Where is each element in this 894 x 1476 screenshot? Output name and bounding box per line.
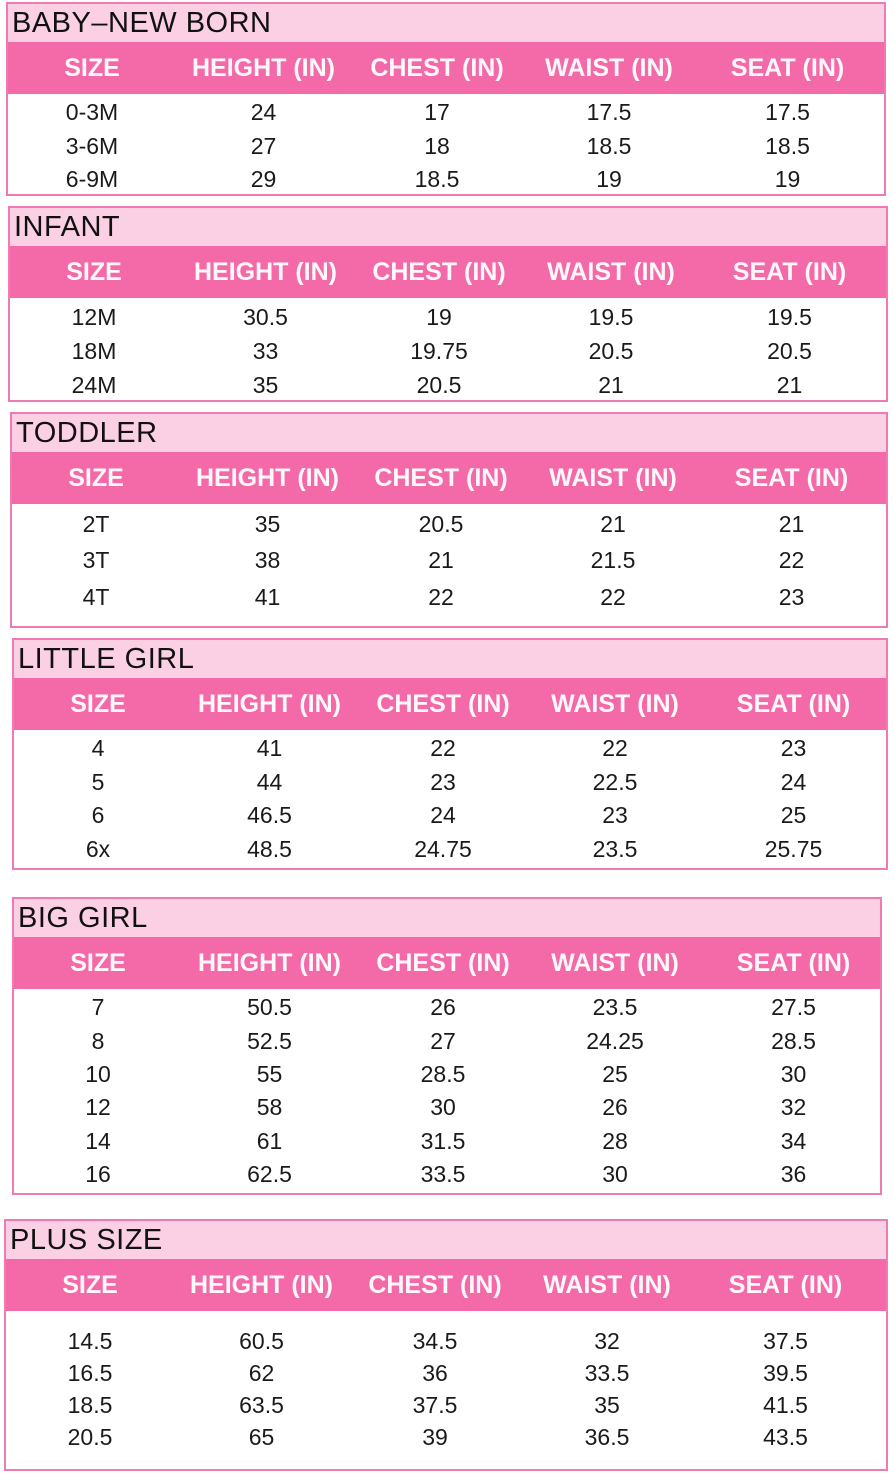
column-header: CHEST (IN) bbox=[368, 1270, 502, 1299]
table-cell: 23 bbox=[430, 768, 456, 795]
column-header-row bbox=[10, 246, 886, 298]
table-cell: 33 bbox=[252, 337, 279, 364]
size-table-section bbox=[12, 638, 888, 870]
table-cell: 22 bbox=[778, 547, 805, 574]
table-cell: 44 bbox=[256, 768, 283, 795]
table-cell: 62 bbox=[248, 1359, 275, 1386]
table-cell: 24 bbox=[780, 768, 807, 795]
table-row bbox=[14, 732, 886, 766]
column-header: SIZE bbox=[62, 1270, 118, 1299]
table-cell: 35 bbox=[594, 1391, 620, 1418]
table-row bbox=[14, 766, 886, 800]
table-cell: 23 bbox=[602, 802, 628, 829]
table-cell: 30 bbox=[430, 1094, 456, 1121]
section-title: INFANT bbox=[10, 208, 886, 246]
table-row bbox=[12, 543, 886, 580]
table-cell: 6-9M bbox=[65, 166, 119, 193]
column-header: SIZE bbox=[68, 463, 124, 492]
table-cell: 19.5 bbox=[767, 303, 812, 330]
table-cell: 17 bbox=[424, 99, 450, 126]
column-header-row bbox=[8, 42, 884, 94]
table-row bbox=[10, 368, 886, 402]
table-cell: 23.5 bbox=[592, 835, 638, 862]
table-cell: 41 bbox=[254, 583, 281, 610]
table-cell: 24.75 bbox=[414, 835, 472, 862]
table-cell: 28 bbox=[602, 1127, 628, 1154]
table-cell: 26 bbox=[430, 994, 456, 1021]
table-cell: 36.5 bbox=[584, 1423, 630, 1450]
table-cell: 21 bbox=[428, 547, 454, 574]
table-cell: 18.5 bbox=[67, 1391, 113, 1418]
table-cell: 20.5 bbox=[767, 337, 812, 364]
table-cell: 31.5 bbox=[420, 1127, 466, 1154]
table-cell: 0-3M bbox=[65, 99, 119, 126]
column-header: SIZE bbox=[66, 257, 122, 286]
column-header: SEAT (IN) bbox=[736, 689, 851, 718]
column-header: SEAT (IN) bbox=[736, 948, 851, 977]
table-cell: 25 bbox=[602, 1060, 628, 1087]
table-cell: 52.5 bbox=[247, 1027, 292, 1054]
table-body bbox=[12, 504, 886, 616]
table-cell: 43.5 bbox=[763, 1423, 808, 1450]
table-cell: 25 bbox=[780, 802, 807, 829]
table-cell: 27.5 bbox=[771, 994, 816, 1021]
table-row bbox=[14, 799, 886, 833]
table-row bbox=[14, 1091, 880, 1124]
table-cell: 21 bbox=[778, 510, 805, 537]
column-header: CHEST (IN) bbox=[376, 948, 510, 977]
column-header: HEIGHT (IN) bbox=[197, 948, 342, 977]
column-header-row bbox=[6, 1259, 886, 1311]
table-row bbox=[14, 1058, 880, 1091]
table-cell: 22.5 bbox=[592, 768, 638, 795]
size-table-section bbox=[12, 897, 882, 1195]
table-row bbox=[6, 1389, 886, 1421]
column-header: HEIGHT (IN) bbox=[195, 463, 340, 492]
column-header: SIZE bbox=[64, 53, 120, 82]
column-header: WAIST (IN) bbox=[551, 689, 679, 718]
table-cell: 23.5 bbox=[592, 994, 638, 1021]
column-header: CHEST (IN) bbox=[376, 689, 510, 718]
table-cell: 5 bbox=[91, 768, 105, 795]
table-cell: 48.5 bbox=[247, 835, 292, 862]
size-table-section bbox=[4, 1219, 888, 1471]
section-title: TODDLER bbox=[12, 414, 886, 452]
table-cell: 12 bbox=[85, 1094, 111, 1121]
table-cell: 24 bbox=[430, 802, 456, 829]
table-body bbox=[6, 1311, 886, 1453]
column-header: WAIST (IN) bbox=[551, 948, 679, 977]
table-cell: 28.5 bbox=[771, 1027, 816, 1054]
table-cell: 35 bbox=[254, 510, 281, 537]
table-cell: 18 bbox=[424, 132, 450, 159]
table-cell: 33.5 bbox=[420, 1161, 466, 1188]
table-body bbox=[10, 298, 886, 402]
table-cell: 24M bbox=[71, 371, 117, 398]
table-cell: 36 bbox=[422, 1359, 448, 1386]
column-header: SEAT (IN) bbox=[728, 1270, 843, 1299]
table-body bbox=[14, 730, 886, 866]
table-cell: 46.5 bbox=[247, 802, 292, 829]
column-header: SIZE bbox=[70, 689, 126, 718]
table-cell: 10 bbox=[85, 1060, 111, 1087]
table-cell: 16.5 bbox=[67, 1359, 113, 1386]
column-header: SEAT (IN) bbox=[730, 53, 845, 82]
table-cell: 38 bbox=[254, 547, 281, 574]
column-header: WAIST (IN) bbox=[545, 53, 673, 82]
table-cell: 4 bbox=[91, 735, 105, 762]
table-cell: 14 bbox=[85, 1127, 111, 1154]
table-cell: 7 bbox=[91, 994, 105, 1021]
table-cell: 14.5 bbox=[67, 1327, 113, 1354]
table-row bbox=[12, 579, 886, 616]
column-header: SIZE bbox=[70, 948, 126, 977]
table-cell: 32 bbox=[594, 1327, 620, 1354]
table-cell: 18.5 bbox=[414, 166, 460, 193]
table-cell: 55 bbox=[256, 1060, 283, 1087]
table-cell: 19.75 bbox=[410, 337, 468, 364]
table-row bbox=[8, 163, 884, 197]
column-header-row bbox=[14, 678, 886, 730]
table-cell: 27 bbox=[250, 132, 277, 159]
table-cell: 58 bbox=[256, 1094, 283, 1121]
column-header-row bbox=[14, 937, 880, 989]
size-table-section bbox=[8, 206, 888, 402]
table-cell: 6 bbox=[91, 802, 105, 829]
table-cell: 19 bbox=[596, 166, 622, 193]
table-row bbox=[6, 1325, 886, 1357]
table-cell: 35 bbox=[252, 371, 279, 398]
table-cell: 37.5 bbox=[763, 1327, 808, 1354]
table-cell: 26 bbox=[602, 1094, 628, 1121]
size-table-section bbox=[6, 2, 886, 196]
table-cell: 18M bbox=[71, 337, 117, 364]
table-cell: 24 bbox=[250, 99, 277, 126]
table-row bbox=[10, 300, 886, 334]
table-cell: 25.75 bbox=[764, 835, 823, 862]
table-cell: 22 bbox=[428, 583, 454, 610]
table-cell: 63.5 bbox=[239, 1391, 284, 1418]
table-cell: 34 bbox=[780, 1127, 807, 1154]
column-header: CHEST (IN) bbox=[370, 53, 504, 82]
table-body bbox=[14, 989, 880, 1191]
table-cell: 41 bbox=[256, 735, 283, 762]
table-cell: 16 bbox=[85, 1161, 111, 1188]
column-header: WAIST (IN) bbox=[547, 257, 675, 286]
table-cell: 30.5 bbox=[243, 303, 288, 330]
table-cell: 23 bbox=[780, 735, 807, 762]
table-row bbox=[14, 1125, 880, 1158]
column-header: CHEST (IN) bbox=[372, 257, 506, 286]
table-row bbox=[14, 991, 880, 1024]
size-table-section bbox=[10, 412, 888, 628]
table-cell: 33.5 bbox=[584, 1359, 630, 1386]
table-cell: 23 bbox=[778, 583, 805, 610]
table-body bbox=[8, 94, 884, 197]
section-title: BIG GIRL bbox=[14, 899, 880, 937]
table-cell: 32 bbox=[780, 1094, 807, 1121]
table-cell: 27 bbox=[430, 1027, 456, 1054]
table-cell: 3T bbox=[82, 547, 110, 574]
column-header: HEIGHT (IN) bbox=[197, 689, 342, 718]
table-cell: 4T bbox=[82, 583, 110, 610]
table-row bbox=[14, 1158, 880, 1191]
column-header: CHEST (IN) bbox=[374, 463, 508, 492]
table-cell: 17.5 bbox=[586, 99, 632, 126]
column-header: WAIST (IN) bbox=[543, 1270, 671, 1299]
table-cell: 20.5 bbox=[418, 510, 464, 537]
table-cell: 37.5 bbox=[412, 1391, 458, 1418]
section-title: LITTLE GIRL bbox=[14, 640, 886, 678]
table-row bbox=[12, 506, 886, 543]
table-cell: 62.5 bbox=[247, 1161, 292, 1188]
table-cell: 18.5 bbox=[765, 132, 810, 159]
table-cell: 17.5 bbox=[765, 99, 810, 126]
table-cell: 21 bbox=[600, 510, 626, 537]
column-header: HEIGHT (IN) bbox=[191, 53, 336, 82]
table-row bbox=[14, 1024, 880, 1057]
table-cell: 19 bbox=[426, 303, 452, 330]
table-cell: 22 bbox=[430, 735, 456, 762]
table-cell: 39 bbox=[422, 1423, 448, 1450]
table-cell: 30 bbox=[602, 1161, 628, 1188]
table-cell: 2T bbox=[82, 510, 110, 537]
column-header: SEAT (IN) bbox=[732, 257, 847, 286]
table-cell: 19.5 bbox=[588, 303, 634, 330]
table-cell: 22 bbox=[600, 583, 626, 610]
table-cell: 24.25 bbox=[586, 1027, 644, 1054]
section-title: BABY–NEW BORN bbox=[8, 4, 884, 42]
table-cell: 34.5 bbox=[412, 1327, 458, 1354]
table-cell: 21 bbox=[776, 371, 803, 398]
table-cell: 18.5 bbox=[586, 132, 632, 159]
column-header-row bbox=[12, 452, 886, 504]
table-cell: 12M bbox=[71, 303, 117, 330]
table-cell: 30 bbox=[780, 1060, 807, 1087]
table-cell: 50.5 bbox=[247, 994, 292, 1021]
table-cell: 28.5 bbox=[420, 1060, 466, 1087]
column-header: HEIGHT (IN) bbox=[189, 1270, 334, 1299]
column-header: WAIST (IN) bbox=[549, 463, 677, 492]
table-cell: 22 bbox=[602, 735, 628, 762]
table-row bbox=[10, 334, 886, 368]
table-cell: 61 bbox=[256, 1127, 283, 1154]
column-header: HEIGHT (IN) bbox=[193, 257, 338, 286]
table-cell: 36 bbox=[780, 1161, 807, 1188]
table-cell: 41.5 bbox=[763, 1391, 808, 1418]
table-row bbox=[6, 1357, 886, 1389]
table-cell: 8 bbox=[91, 1027, 105, 1054]
table-cell: 20.5 bbox=[416, 371, 462, 398]
table-cell: 39.5 bbox=[763, 1359, 808, 1386]
table-cell: 29 bbox=[250, 166, 277, 193]
table-row bbox=[6, 1421, 886, 1453]
table-row bbox=[8, 96, 884, 130]
table-cell: 60.5 bbox=[239, 1327, 284, 1354]
section-title: PLUS SIZE bbox=[6, 1221, 886, 1259]
table-cell: 21 bbox=[598, 371, 624, 398]
table-cell: 6x bbox=[85, 835, 111, 862]
table-cell: 20.5 bbox=[588, 337, 634, 364]
table-cell: 3-6M bbox=[65, 132, 119, 159]
table-cell: 19 bbox=[774, 166, 801, 193]
column-header: SEAT (IN) bbox=[734, 463, 849, 492]
table-row bbox=[14, 833, 886, 867]
table-cell: 21.5 bbox=[590, 547, 636, 574]
table-cell: 20.5 bbox=[67, 1423, 113, 1450]
table-row bbox=[8, 130, 884, 164]
table-cell: 65 bbox=[248, 1423, 275, 1450]
